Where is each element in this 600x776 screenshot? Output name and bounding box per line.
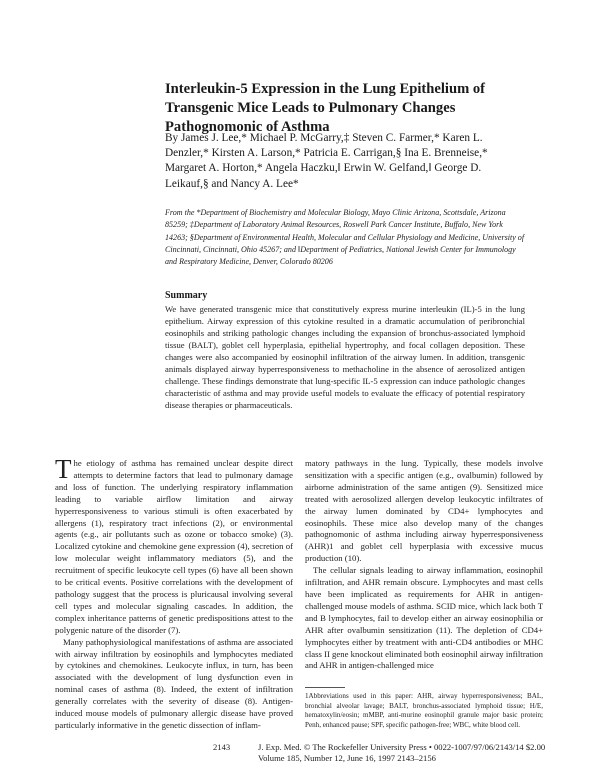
paragraph-text: he etiology of asthma has remained unclear despite direct attempts to determine factors that lead to pulmonary damage and loss of function. The underlying respiratory inflammation leading to variable airflow limitation and airway hyperresponsiveness to various stimuli is often exacerbated by allergens (1), respiratory tract infections (2), or environmental agents (e.g., air pollutants such as ozone or tobacco smoke) (3). Localized cytokine and chemokine gene expression (4), secretion of low molecular weight inflammatory mediators (5), and the recruitment of specific leukocyte cell types (6) have all been shown to be critical events. Positive correlations with the development of pathology suggest that the process is pluricausal involving several cell types and molecular signaling cascades. In addition, the complex inheritance patterns of genetic predispositions attest to the polygenic nature of the disorder (7). [55,458,293,635]
body-column-left [55,454,293,732]
body-paragraph: Many pathophysiological manifestations of asthma are associated with airway infiltration by eosinophils and lymphocytes mediated by cytokines and chemokines. Leukocyte influx, in turn, has been associated with the development of lung dysfunction even in nominal cases of asthma (8). Indeed, the extent of infiltration generally correlates with the severity of disease (8). Antigen-induced mouse models of pulmonary allergic disease have proved particularly informative in the genetic dissection of inflam- [55,636,293,730]
volume-line: Volume 185, Number 12, June 16, 1997 2143–2156 [258,753,436,763]
footnote-divider [305,687,345,688]
drop-cap: T [55,454,72,484]
footnote: 1Abbreviations used in this paper: AHR, airway hyperresponsiveness; BAL, bronchial alveolar lavage; BALT, bronchus-associated lymphoid tissue; H/E, hematoxylin/eosin; mMBP, anti-murine eosinophil granule major basic protein; Penh, enhanced pause; SPF, specific pathogen-free; WBC, white blood cell. [305,692,543,730]
body-paragraph [55,454,293,637]
body-column-right [305,458,543,672]
affiliations: From the *Department of Biochemistry and Molecular Biology, Mayo Clinic Arizona, Scottsdale, Arizona 85259; ‡Department of Laboratory Animal Resources, Roswell Park Cancer Institute, Buffalo, New York 14263; §Department of Environmental Health, Molecular and Cellular Physiology and Medicine, University of Cincinnati, Cincinnati, Ohio 45267; and ‖Department of Pediatrics, National Jewish Center for Immunology and Respiratory Medicine, Denver, Colorado 80206 [165,208,525,267]
summary-heading: Summary [165,290,208,301]
author-list: By James J. Lee,* Michael P. McGarry,‡ Steven C. Farmer,* Karen L. Denzler,* Kirsten A. Larson,* Patricia E. Carrigan,§ Ina E. Brenneise,* Margaret A. Horton,* Angela Haczku,‖ Erwin W. Gelfand,‖ George D. Leikauf,§ and Nancy A. Lee* [165,132,488,190]
summary-text: We have generated transgenic mice that constitutively express murine interleukin (IL)-5 in the lung epithelium. Airway expression of this cytokine resulted in a dramatic accumulation of peribronchial eosinophils and striking pathologic changes including the expansion of bronchus-associated lymphoid tissue (BALT), goblet cell hyperplasia, epithelial hypertrophy, and focal collagen deposition. These changes were also accompanied by eosinophil infiltration of the airway lumen. In addition, transgenic animals displayed airway hyperresponsiveness to methacholine in the absence of aerosolized antigen challenge. These findings demonstrate that lung-specific IL-5 expression can induce pathologic changes characteristic of asthma and may provide useful models to evaluate the efficacy of potential respiratory disease therapies or pharmaceuticals. [165,304,525,410]
article-title: Interleukin-5 Expression in the Lung Epithelium of Transgenic Mice Leads to Pulmonary Changes Pathognomonic of Asthma [165,81,486,135]
journal-citation [258,742,558,764]
page-number: 2143 [213,742,231,752]
body-paragraph: The cellular signals leading to airway inflammation, eosinophil infiltration, and AHR remain obscure. Lymphocytes and mast cells have been implicated as requirements for AHR in antigen-challenged mouse models of asthma. SCID mice, which lack both T and B lymphocytes, fail to develop either an airway eosinophilia or AHR after ovalbumin sensitization (11). The depletion of CD4+ lymphocytes either by treatment with anti-CD4 antibodies or MHC class II gene knockout eliminated both eosinophil airway infiltration and AHR in antigen-challenged mice [305,565,543,671]
body-paragraph: matory pathways in the lung. Typically, these models involve sensitization with a specific antigen (e.g., ovalbumin) followed by airborne administration of the same antigen (9). Sensitized mice treated with aerosolized allergen develop leukocytic infiltrates of the airway lumen dominated by CD4+ lymphocytes and eosinophils. These mice also develop many of the changes pathognomonic of asthma including airway hyperresponsiveness (AHR)1 and goblet cell hyperplasia with excessive mucus production (10). [305,458,543,564]
journal-line: J. Exp. Med. © The Rockefeller University Press • 0022-1007/97/06/2143/14 $2.00 [258,742,546,752]
